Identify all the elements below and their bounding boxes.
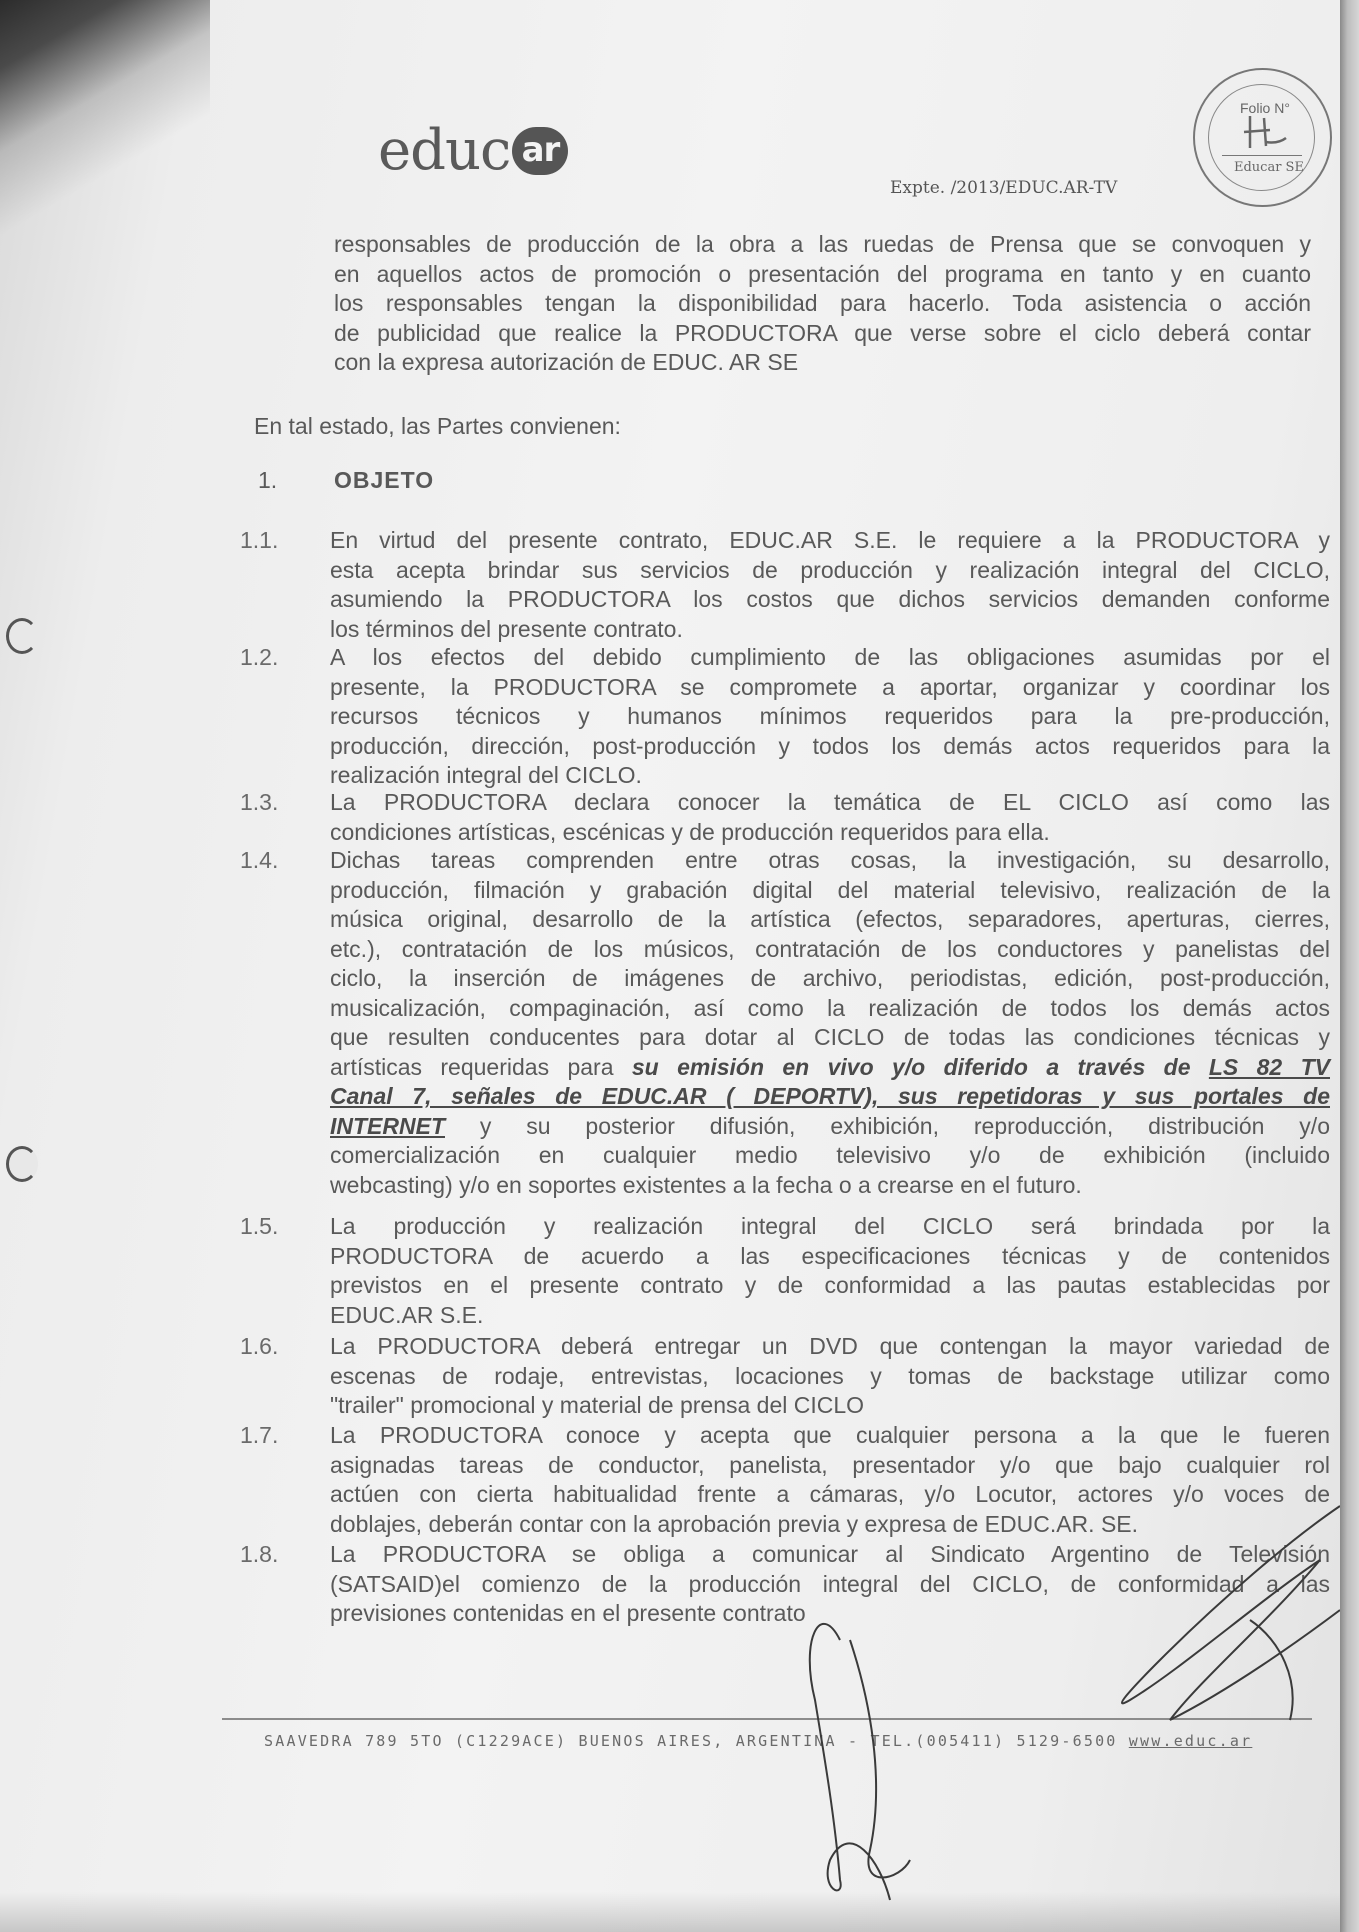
- text-line: música original, desarrollo de la artística (efectos, separadores, aperturas, cierres,: [330, 906, 1330, 932]
- clause-number: 1.7.: [240, 1422, 279, 1448]
- text-line: A los efectos del debido cumplimiento de las obligaciones asumidas por el: [330, 644, 1330, 670]
- broadcast-clause-bold: su emisión en vivo y/o diferido a través de: [631, 1053, 1209, 1080]
- stamp-handwritten-mark: [1236, 112, 1296, 152]
- clause-body: [330, 526, 1330, 644]
- text-line: EDUC.AR S.E.: [330, 1301, 484, 1328]
- clause-number: 1.3.: [240, 789, 279, 815]
- clause-number: 1.2.: [240, 644, 279, 670]
- clause-body: [330, 1421, 1330, 1539]
- section-title: OBJETO: [334, 467, 435, 493]
- clause-body: [330, 1212, 1330, 1330]
- text-line: La PRODUCTORA deberá entregar un DVD que contengan la mayor variedad de: [330, 1333, 1330, 1359]
- page-edge-shadow: [0, 0, 210, 260]
- text-line: asumiendo la PRODUCTORA los costos que dichos servicios demanden conforme: [330, 586, 1330, 612]
- text-line: que resulten conducentes para dotar al CICLO de todas las condiciones técnicas y: [330, 1024, 1330, 1050]
- text-line: producción, dirección, post-producción y todos los demás actos requeridos para la: [330, 732, 1330, 759]
- text-segment: y su posterior difusión, exhibición, reproducción, distribución y/o: [445, 1112, 1330, 1139]
- text-line: realización integral del CICLO.: [330, 762, 642, 788]
- text-line: musicalización, compaginación, así como la realización de todos los demás actos: [330, 994, 1330, 1021]
- text-line: comercialización en cualquier medio televisivo y/o de exhibición (incluido: [330, 1142, 1330, 1168]
- text-line: ciclo, la inserción de imágenes de archivo, periodistas, edición, post-producción,: [330, 965, 1330, 991]
- broadcast-signals-underlined: Canal 7, señales de EDUC.AR ( DEPORTV), sus repetidoras y sus portales de: [330, 1083, 1330, 1109]
- logo-text: educ: [378, 118, 511, 183]
- text-line: La PRODUCTORA declara conocer la temática de EL CICLO así como las: [330, 789, 1330, 815]
- stamp-educar-label: Educar SE: [1234, 160, 1304, 175]
- text-line: webcasting) y/o en soportes existentes a la fecha o a crearse en el futuro.: [330, 1171, 1082, 1198]
- text-line: esta acepta brindar sus servicios de producción y realización integral del CICLO,: [330, 556, 1330, 583]
- text-line: asignadas tareas de conductor, panelista, presentador y/o que bajo cualquier rol: [330, 1451, 1330, 1478]
- text-line: previsiones contenidas en el presente contrato: [330, 1600, 806, 1626]
- text-line: [330, 1112, 1330, 1142]
- page-bottom-shadow: [0, 1892, 1340, 1932]
- clause-number: 1.4.: [240, 847, 279, 873]
- text-line: en aquellos actos de promoción o presentación del programa en tanto y en cuanto: [334, 260, 1311, 287]
- footer-divider: [222, 1718, 1312, 1720]
- footer-address-text: SAAVEDRA 789 5TO (C1229ACE) BUENOS AIRES, ARGENTINA - TEL.(005411) 5129-6500: [264, 1732, 1129, 1750]
- educar-logo: [378, 118, 568, 183]
- text-line: producción, filmación y grabación digital del material televisivo, realización de la: [330, 876, 1330, 903]
- clause-body: [330, 643, 1330, 791]
- text-line: los términos del presente contrato.: [330, 615, 683, 642]
- text-line: previstos en el presente contrato y de conformidad a las pautas establecidas por: [330, 1272, 1330, 1298]
- intro-paragraph: [334, 230, 1311, 378]
- text-line: La producción y realización integral del CICLO será brindada por la: [330, 1213, 1330, 1239]
- footer-address: [264, 1732, 1252, 1750]
- text-line: [330, 1053, 1330, 1083]
- clause-body: [330, 846, 1330, 1200]
- stamp-divider: [1222, 155, 1302, 156]
- internet-underlined: INTERNET: [330, 1112, 445, 1139]
- text-line: de publicidad que realice la PRODUCTORA que verse sobre el ciclo deberá contar: [334, 319, 1311, 346]
- text-line: con la expresa autorización de EDUC. AR SE: [334, 349, 799, 375]
- text-line: escenas de rodaje, entrevistas, locaciones y tomas de backstage utilizar como: [330, 1362, 1330, 1389]
- agreement-statement: En tal estado, las Partes convienen:: [254, 413, 621, 439]
- section-number: 1.: [258, 467, 278, 493]
- text-line: condiciones artísticas, escénicas y de producción requeridos para ella.: [330, 818, 1050, 845]
- text-line: Dichas tareas comprenden entre otras cosas, la investigación, su desarrollo,: [330, 847, 1330, 873]
- text-line: doblajes, deberán contar con la aprobación previa y expresa de EDUC.AR. SE.: [330, 1510, 1139, 1537]
- clause-body: [330, 1332, 1330, 1421]
- footer-website-link[interactable]: www.educ.ar: [1128, 1732, 1253, 1750]
- clause-number: 1.5.: [240, 1213, 279, 1239]
- text-line: actúen con cierta habitualidad frente a cámaras, y/o Locutor, actores y/o voces de: [330, 1481, 1330, 1507]
- text-line: "trailer" promocional y material de prensa del CICLO: [330, 1392, 865, 1418]
- text-line: La PRODUCTORA se obliga a comunicar al Sindicato Argentino de Televisión: [330, 1541, 1330, 1567]
- punch-hole: [6, 618, 38, 654]
- text-segment: artísticas requeridas para: [330, 1053, 632, 1080]
- text-line: etc.), contratación de los músicos, contratación de los conductores y panelistas del: [330, 935, 1330, 962]
- broadcast-channel-underlined: LS 82 TV: [1208, 1053, 1330, 1080]
- punch-hole: [6, 1146, 38, 1182]
- text-line: los responsables tengan la disponibilidad para hacerlo. Toda asistencia o acción: [334, 290, 1311, 316]
- clause-number: 1.1.: [240, 527, 279, 553]
- expediente-number: Expte. /2013/EDUC.AR-TV: [890, 178, 1118, 198]
- text-line: recursos técnicos y humanos mínimos requeridos para la pre-producción,: [330, 703, 1330, 729]
- clause-body: [330, 1540, 1330, 1629]
- text-line: PRODUCTORA de acuerdo a las especificaciones técnicas y de contenidos: [330, 1242, 1330, 1269]
- clause-number: 1.6.: [240, 1333, 279, 1359]
- text-line: (SATSAID)el comienzo de la producción integral del CICLO, de conformidad a las: [330, 1570, 1330, 1597]
- scan-edge: [1340, 0, 1359, 1932]
- text-line: En virtud del presente contrato, EDUC.AR S.E. le requiere a la PRODUCTORA y: [330, 527, 1330, 553]
- text-line: La PRODUCTORA conoce y acepta que cualquier persona a la que le fueren: [330, 1422, 1330, 1448]
- clause-number: 1.8.: [240, 1541, 279, 1567]
- signature-center: [810, 1624, 910, 1900]
- text-line: responsables de producción de la obra a las ruedas de Prensa que se convoquen y: [334, 231, 1311, 257]
- clause-body: [330, 788, 1330, 847]
- stamp-folio-label: Folio N°: [1240, 100, 1290, 116]
- text-line: presente, la PRODUCTORA se compromete a aportar, organizar y coordinar los: [330, 673, 1330, 700]
- logo-badge: ar: [512, 127, 568, 175]
